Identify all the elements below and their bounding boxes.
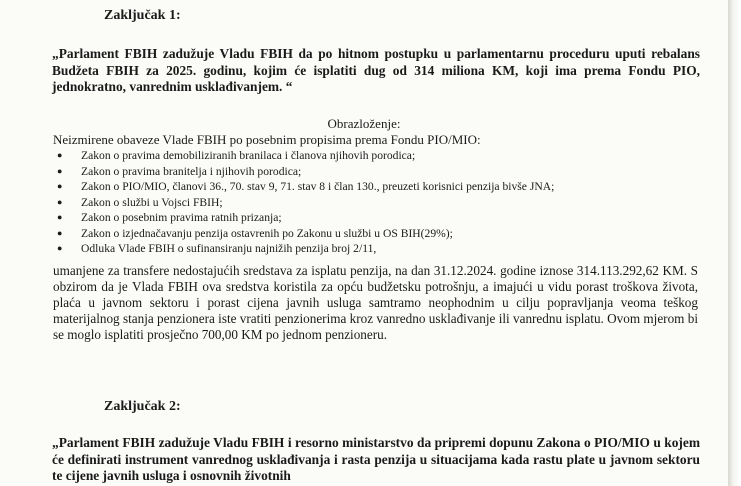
bullet-icon: ● — [57, 150, 63, 160]
law-list — [53, 148, 554, 257]
list-item: ● Zakon o izjednačavanju penzija ostavrenih po Zakonu u službi u OS BIH(29%); — [57, 226, 453, 240]
conclusion-2-quote: „Parlament FBIH zadužuje Vladu FBIH i resorno ministarstvo da pripremi dopunu Zakona o PIO/MIO u kojem će definirati instrument vanrednog usklađivanja i rasta penzija u situacijama kada rastu plate u javnom sektoru te cijene javnih usluga i osnovnih životnih — [52, 435, 700, 483]
list-item: ● Zakon o pravima branitelja i njihovih porodica; — [57, 164, 302, 178]
explanation-intro: Neizmirene obaveze Vlade FBIH po posebnim propisima prema Fondu PIO/MIO: — [53, 132, 481, 147]
list-item: ● Zakon o službi u Vojsci FBIH; — [57, 195, 223, 209]
list-item: ● Zakon o PIO/MIO, članovi 36., 70. stav 9, 71. stav 8 i član 130., preuzeti korisnici penzija bivše JNA; — [57, 180, 555, 193]
conclusion-2-heading: Zaključak 2: — [104, 399, 181, 414]
conclusion-1-heading: Zaključak 1: — [104, 8, 181, 23]
conclusion-1-quote: „Parlament FBIH zadužuje Vladu FBIH da po hitnom postupku u parlamentarnu proceduru uputi rebalans Budžeta FBIH za 2025. godinu, kojim će isplatiti dug od 314 miliona KM, koji ima prema Fondu PIO, jednokratno, vanrednim usklađivanjem. “ — [52, 46, 700, 94]
bullet-icon: ● — [57, 243, 63, 253]
explanation-paragraph: umanjene za transfere nedostajućih sredstava za isplatu penzija, na dan 31.12.2024. godine iznose 314.113.292,62 KM. S obzirom da je Vlada FBIH ova sredstva koristila za opću budžetsku potrošnju, a imajući u vidu porast troškova života, plaća u javnom sektoru i porast cijena javnih usluga samtramo neophodnim u cilju popravljanja veoma teškog materijalnog stanja penzionera iste vratiti penzionerima kroz vanredno usklađivanje ili vanrednu isplatu. Ovom mjerom bi se moglo isplatiti prosječno 700,00 KM po jednom penzioneru. — [53, 263, 698, 342]
page-edge — [728, 0, 741, 486]
list-item: ● Zakon o pravima demobiliziranih branilaca i članova njihovih porodica; — [57, 149, 416, 162]
bullet-icon: ● — [57, 212, 63, 222]
bullet-icon: ● — [57, 165, 63, 176]
explanation-title: Obrazloženje: — [327, 116, 401, 131]
list-item: ● Zakon o posebnim pravima ratnih prizanja; — [57, 211, 282, 224]
bullet-icon: ● — [57, 196, 63, 207]
list-item: ● Odluka Vlade FBIH o sufinansiranju najnižih penzija broj 2/11, — [57, 242, 377, 255]
bullet-icon: ● — [57, 181, 63, 191]
bullet-icon: ● — [57, 227, 63, 238]
